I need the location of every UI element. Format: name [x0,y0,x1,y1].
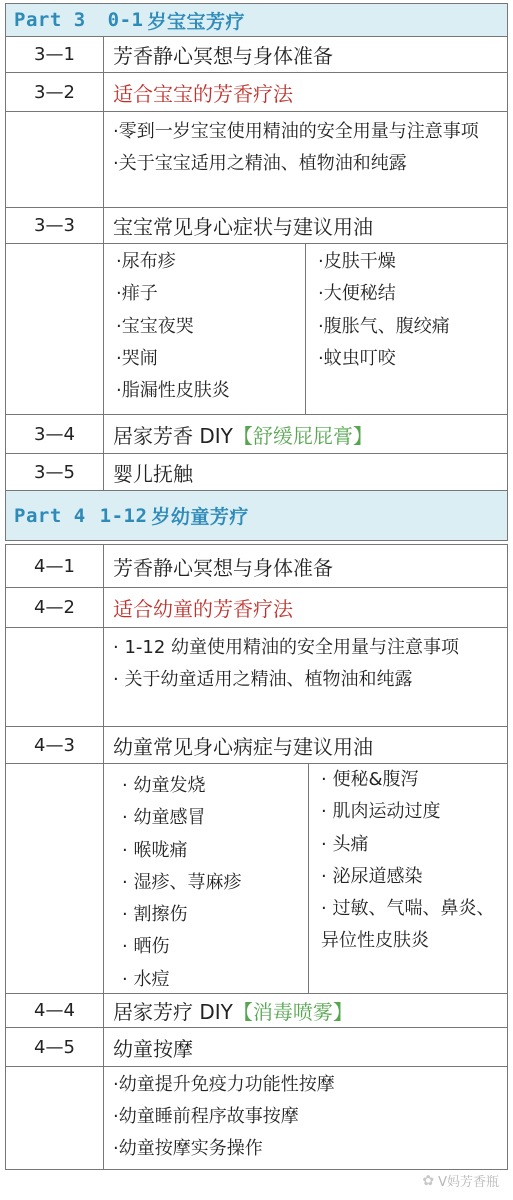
row-number: 3—2 [6,73,104,111]
row-title: 幼童按摩 [113,1036,193,1061]
row-title: 适合幼童的芳香疗法 [113,597,293,621]
diy-highlight: 【舒缓屁屁膏】 [232,423,373,448]
list-item: · 肌肉运动过度 [321,801,441,823]
part3-label: Part 3 [14,9,86,31]
row-number: 4—2 [6,588,104,627]
row-title: 幼童常见身心病症与建议用油 [113,734,373,759]
row-title [104,415,507,453]
list-item: · 头痛 [321,833,369,855]
empty-cell [6,628,104,726]
part4-title: 岁幼童芳疗 [151,506,249,528]
part4-header [5,491,508,541]
row-title-text: 居家芳疗 DIY [113,1000,233,1024]
list-item: ·宝宝夜哭 [116,315,194,337]
row-title-text: 居家芳香 DIY [113,423,233,448]
row-3-5 [5,454,508,491]
row-title: 芳香静心冥想与身体准备 [113,44,333,68]
list-item: · 过敏、气喘、鼻炎、异位性皮肤炎 [321,898,495,952]
list-item: · 水痘 [122,968,170,990]
part4-label: Part 4 [14,504,86,527]
row-4-5 [5,1028,508,1067]
row-number: 3—5 [6,454,104,490]
list-item: · 泌尿道感染 [321,865,423,887]
symptom-columns [104,244,507,414]
row-title: 适合宝宝的芳香疗法 [113,81,293,106]
row-number: 4—1 [6,545,104,587]
list-item: · 割擦伤 [122,904,188,926]
part3-age-range: 0-1 [107,9,144,31]
row-3-3-detail [5,244,508,415]
list-item: ·蚊虫叮咬 [318,347,396,369]
list-item: ·皮肤干燥 [318,251,396,272]
wechat-icon: ✿ [422,1172,435,1189]
row-number: 4—4 [6,994,104,1027]
list-item: · 关于幼童适用之精油、植物油和纯露 [113,669,413,690]
row-3-4 [5,415,508,454]
symptom-list-left [104,764,308,993]
watermark-text: V妈芳香瓶 [438,1175,499,1190]
row-4-2 [5,588,508,628]
empty-cell [6,112,104,207]
symptom-list-right [308,764,507,993]
list-item: ·哭闹 [116,347,158,369]
row-number: 3—3 [6,208,104,243]
row-title: 宝宝常见身心症状与建议用油 [113,215,373,239]
list-item: ·大便秘结 [318,283,396,305]
row-title: 芳香静心冥想与身体准备 [113,555,333,580]
row-4-4 [5,994,508,1028]
row-3-1 [5,37,508,73]
symptom-columns [104,764,507,993]
part3-title: 岁宝宝芳疗 [147,10,245,33]
row-3-3 [5,208,508,244]
list-item: ·幼童睡前程序故事按摩 [113,1106,299,1127]
row-title: 婴儿抚触 [113,461,193,486]
detail-list [104,628,507,726]
symptom-list-right [305,244,507,414]
detail-list [104,1067,507,1169]
course-outline-table [5,3,508,1170]
row-title [104,994,507,1027]
list-item: · 晒伤 [122,936,170,958]
list-item: ·痱子 [116,283,158,305]
list-item: · 便秘&腹泻 [321,769,419,790]
row-4-3-detail [5,764,508,994]
empty-cell [6,1067,104,1169]
part4-age-range: 1-12 [99,504,148,527]
list-item: ·尿布疹 [116,251,176,272]
list-item: ·幼童提升免疫力功能性按摩 [113,1074,335,1095]
row-4-1 [5,544,508,588]
part3-header [5,3,508,37]
list-item: · 湿疹、荨麻疹 [122,871,242,893]
list-item: ·幼童按摩实务操作 [113,1138,263,1159]
diy-highlight: 【消毒喷雾】 [232,1000,353,1024]
list-item: ·零到一岁宝宝使用精油的安全用量与注意事项 [113,121,479,142]
row-4-5-detail [5,1067,508,1170]
list-item: ·脂漏性皮肤炎 [116,380,230,402]
row-number: 3—4 [6,415,104,453]
row-number: 4—3 [6,727,104,763]
symptom-list-left [104,244,305,414]
list-item: · 1-12 幼童使用精油的安全用量与注意事项 [113,637,460,658]
row-3-2 [5,73,508,112]
list-item: · 幼童发烧 [122,775,206,796]
list-item: ·腹胀气、腹绞痛 [318,315,450,337]
detail-list [104,112,507,207]
row-number: 3—1 [6,37,104,72]
list-item: · 幼童感冒 [122,807,206,829]
row-number: 4—5 [6,1028,104,1066]
row-4-3 [5,727,508,764]
empty-cell [6,244,104,414]
row-3-2-detail [5,112,508,208]
row-4-2-detail [5,628,508,727]
list-item: · 喉咙痛 [122,839,188,861]
watermark [422,1171,499,1190]
empty-cell [6,764,104,993]
list-item: ·关于宝宝适用之精油、植物油和纯露 [113,153,407,174]
